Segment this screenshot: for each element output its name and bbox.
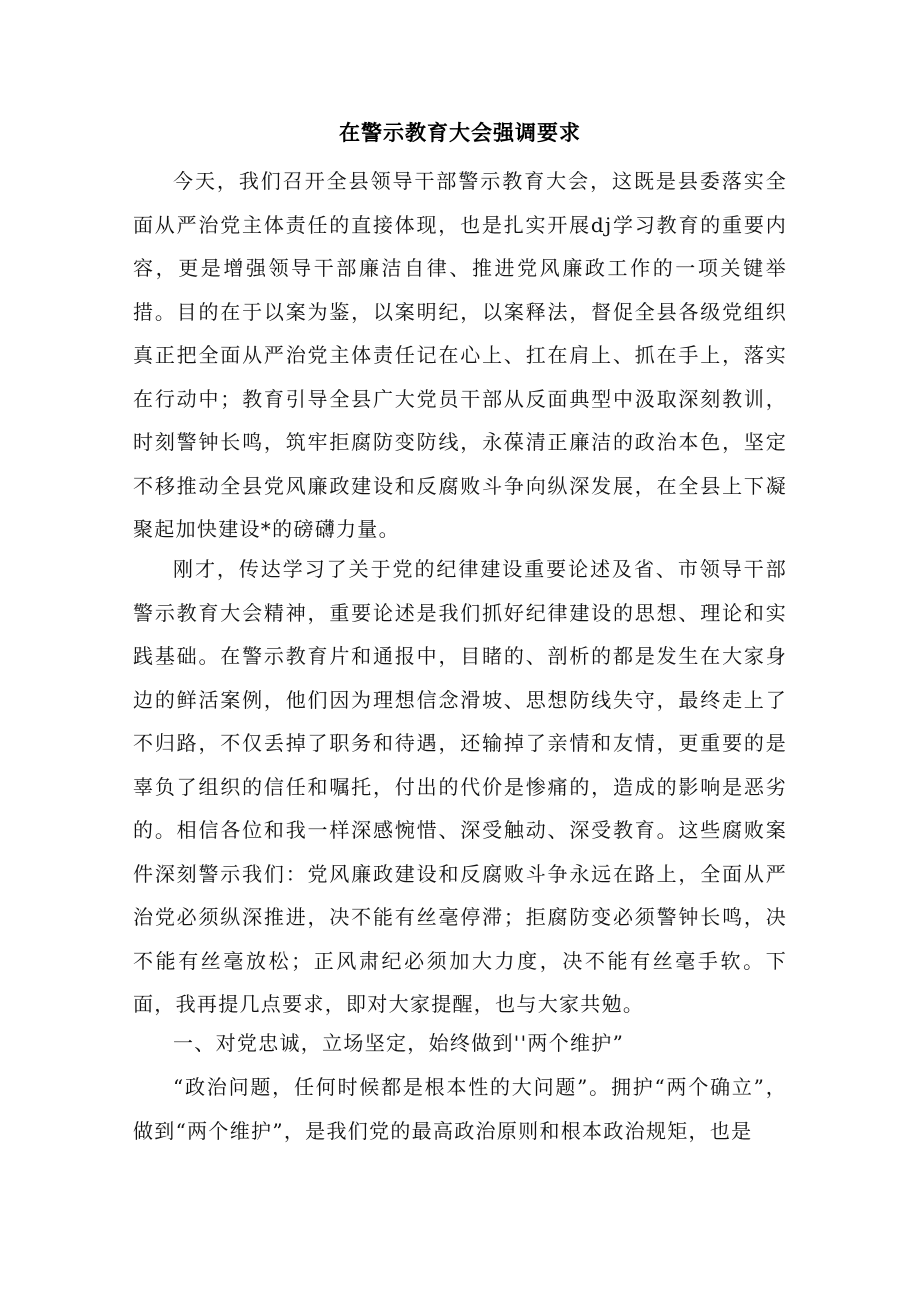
paragraph-political-loyalty: “政治问题，任何时候都是根本性的大问题”。拥护“两个确立”，做到“两个维护”，是我们党的最高政治原则和根本政治规矩，也是 <box>133 1075 787 1143</box>
paragraph-warning-cases: 刚才，传达学习了关于党的纪律建设重要论述及省、市领导干部警示教育大会精神，重要论述是我们抓好纪律建设的思想、理论和实践基础。在警示教育片和通报中，目睹的、剖析的都是发生在大家身边的鲜活案例，他们因为理想信念滑坡、思想防线失守，最终走上了不归路，不仅丢掉了职务和待遇，还输掉了亲情和友情，更重要的是辜负了组织的信任和嘱托，付出的代价是惨痛的，造成的影响是恶劣的。相信各位和我一样深感惋惜、深受触动、深受教育。这些腐败案件深刻警示我们：党风廉政建设和反腐败斗争永远在路上，全面从严治党必须纵深推进，决不能有丝毫停滞；拒腐防变必须警钟长鸣，决不能有丝毫放松；正风肃纪必须加大力度，决不能有丝毫手软。下面，我再提几点要求，即对大家提醒，也与大家共勉。 <box>133 557 787 1016</box>
paragraph-intro: 今天，我们召开全县领导干部警示教育大会，这既是县委落实全面从严治党主体责任的直接体现，也是扎实开展dj学习教育的重要内容，更是增强领导干部廉洁自律、推进党风廉政工作的一项关键举措。目的在于以案为鉴，以案明纪，以案释法，督促全县各级党组织真正把全面从严治党主体责任记在心上、扛在肩上、抓在手上，落实在行动中；教育引导全县广大党员干部从反面典型中汲取深刻教训，时刻警钟长鸣，筑牢拒腐防变防线，永葆清正廉洁的政治本色，坚定不移推动全县党风廉政建设和反腐败斗争向纵深发展，在全县上下凝聚起加快建设*的磅礴力量。 <box>133 169 787 541</box>
section-heading-1: 一、对党忠诚，立场坚定，始终做到''两个维护” <box>173 1031 625 1055</box>
document-title: 在警示教育大会强调要求 <box>339 120 581 145</box>
